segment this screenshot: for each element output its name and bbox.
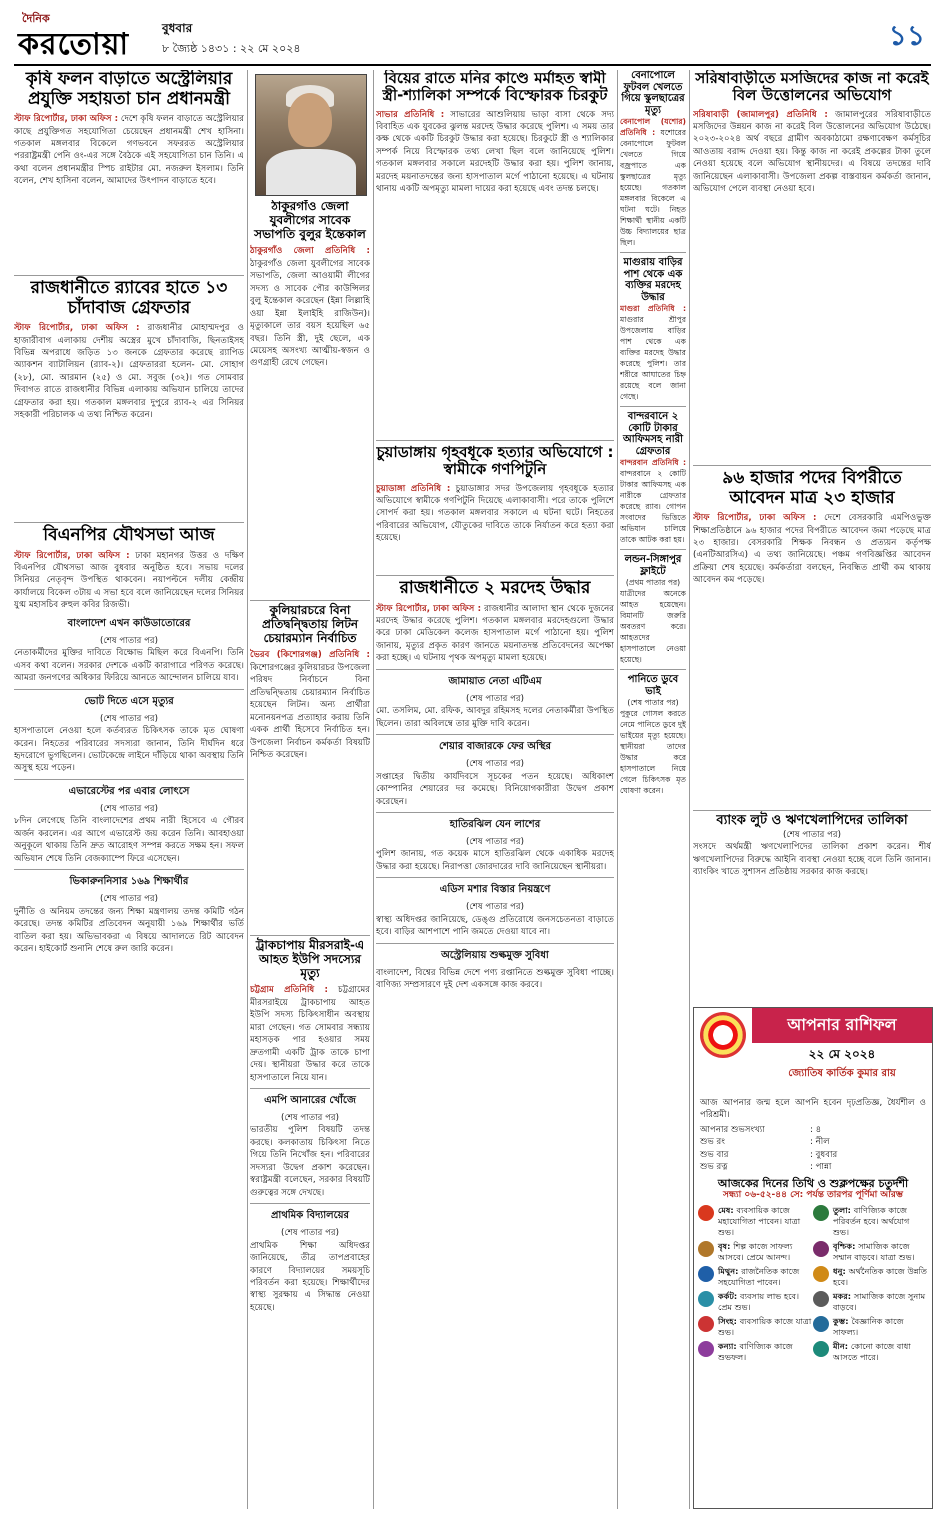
article-chuadanga[interactable] (376, 440, 614, 574)
lucky-row (700, 1124, 926, 1136)
issue-day: বুধবার (162, 21, 193, 35)
headline: পানিতে ডুবে ভাই (627, 674, 679, 697)
masthead (0, 0, 945, 62)
zodiac-sign-text: কন্যা: বাণিজ্যিক কাজে শুভফল। (718, 1341, 793, 1363)
headline: ট্রাকচাপায় মীরসরাই-এ আহত ইউপি সদস্যের মৃত্যু (255, 938, 365, 980)
zodiac-sign-item[interactable] (813, 1291, 928, 1313)
zodiac-sign-item[interactable] (813, 1266, 928, 1288)
zodiac-sign-icon (698, 1341, 714, 1357)
article-bnp-meeting[interactable] (14, 522, 244, 1501)
divider (376, 734, 614, 735)
zodiac-sign-name: তুলা: (833, 1204, 854, 1215)
divider (250, 1088, 370, 1089)
byline: ভৈরব (কিশোরগঞ্জ) প্রতিনিধি : (250, 650, 370, 661)
column-divider (617, 70, 618, 1509)
lucky-list (700, 1124, 926, 1174)
column-divider (247, 70, 248, 1509)
horoscope-intro: আজ আপনার জন্ম হলে আপনি হবেন দৃঢ়প্রতিজ্ঞ, ধৈর্যশীল ও পরিশ্রমী। (700, 1098, 926, 1121)
zodiac-sign-text: কর্কট: ব্যবসায় লাভ হবে। প্রেম শুভ। (718, 1291, 799, 1313)
headline: ৯৬ হাজার পদের বিপরীতে আবেদন মাত্র ২৩ হাজার (722, 468, 902, 508)
article-body (376, 603, 614, 665)
zodiac-sign-item[interactable] (698, 1241, 813, 1263)
divider (14, 779, 244, 780)
byline: স্টাফ রিপোর্টার, ঢাকা অফিস : (14, 550, 130, 561)
article-magura[interactable] (620, 257, 686, 402)
masthead-divider (14, 64, 931, 66)
headline: বিএনপির যৌথসভা আজ (43, 525, 215, 545)
zodiac-sign-list (694, 1205, 932, 1364)
horoscope-title: আপনার রাশিফল (752, 1008, 932, 1043)
divider (620, 669, 686, 670)
zodiac-sign-name: কন্যা: (718, 1341, 740, 1352)
zodiac-sign-item[interactable] (698, 1291, 813, 1313)
article-text: দেশে বেসরকারি এমপিওভুক্ত শিক্ষাপ্রতিষ্ঠানে ৯৬ হাজার পদের বিপরীতে আবেদন জমা পড়েছে মাত্র ২৩ হাজার। বেসরকারি শিক্ষক নিবন্ধন ও প্রত্যয়ন কর্তৃপক্ষ (এনটিআরসিএ) এ তথ্য জানিয়েছে। পঞ্চম গণবিজ্ঞপ্তির আবেদন প্রক্রিয়া শেষ হয়েছে। কর্মকর্তারা বলছেন, নিবন্ধিত প্রার্থী কম থাকায় আবেদন কম পড়েছে। (693, 513, 931, 586)
zodiac-sign-item[interactable] (698, 1316, 813, 1338)
photo-shirt (266, 149, 356, 195)
zodiac-row (698, 1291, 928, 1313)
article-text: ঢাকা মহানগর উত্তর ও দক্ষিণ বিএনপির যৌথসভা আজ বুধবার অনুষ্ঠিত হবে। সভায় দলের সিনিয়র নেতৃবৃন্দ উপস্থিত থাকবেন। নয়াপল্টনে দলীয় কেন্দ্রীয় কার্যালয়ে বিকেল ৩টায় এ সভা হবে বলে জানিয়েছেন দলের সিনিয়র যুগ্ম মহাসচিব রুহুল কবির রিজভী। (14, 550, 244, 611)
continuation-note: (শেষ পাতার পর) (99, 894, 159, 905)
lucky-row (700, 1161, 926, 1173)
headline: রাজধানীতে ২ মরদেহ উদ্ধার (399, 578, 591, 598)
issue-date: ৮ জ্যৈষ্ঠ ১৪৩১ : ২২ মে ২০২৪ (162, 42, 301, 55)
article-text: দেশে কৃষি ফলন বাড়াতে অস্ট্রেলিয়ার কাছে প্রযুক্তিগত সহযোগিতা চেয়েছেন প্রধানমন্ত্রী শেখ হাসিনা। গতকাল মঙ্গলবার বিকেলে গণভবনে সফররত অস্ট্রেলিয়ার পররাষ্ট্রমন্ত্রী পেনি ওং-এর সঙ্গে বৈঠকে এই সহযোগিতা চান তিনি। এ কথা বলেন প্রধানমন্ত্রীর স্পিচ রাইটার মো. নজরুল ইসলাম। তিনি বলেন, শেখ হাসিনা বলেন, আমাদের উৎপাদন বাড়াতে হবে। (14, 114, 244, 187)
divider (376, 812, 614, 813)
article-body (620, 303, 686, 402)
continuation-heading: এমপি আনারের খোঁজে (264, 1095, 356, 1107)
continuation-heading: এভারেস্টের পর এবার লোৎসে (68, 785, 190, 797)
headline: সরিষাবাড়ীতে মসজিদের কাজ না করেই বিল উত্তোলনের অভিযোগ (695, 70, 929, 105)
divider (250, 1203, 370, 1204)
logo-small-text: দৈনিক (22, 12, 50, 25)
zodiac-row (698, 1205, 928, 1238)
zodiac-sign-icon (813, 1291, 829, 1307)
continuation-note: (শেষ পাতার পর) (465, 902, 525, 913)
article-rab-arrest[interactable] (14, 275, 244, 519)
divider (620, 549, 686, 550)
headline: বিয়ের রাতে মনির কাণ্ডে মর্মাহত স্বামী স্ত্রী-শ্যালিকা সম্পর্কে বিস্ফোরক চিরকুট (382, 70, 608, 105)
zodiac-sign-name: মীন: (833, 1341, 851, 1352)
headline: রাজধানীতে র‍্যাবের হাতে ১৩ চাঁদাবাজ গ্রেফতার (30, 278, 228, 318)
column-divider (689, 70, 690, 1509)
continuation-text: বাংলাদেশ, বিশ্বের বিভিন্ন দেশে পণ্য রপ্তানিতে শুল্কমুক্ত সুবিধা পাচ্ছে। বাণিজ্য সম্প্রসারণে দুই দেশ একসঙ্গে কাজ করবে। (376, 967, 614, 991)
article-teacher-posts[interactable] (693, 465, 931, 809)
headline: চুয়াডাঙ্গায় গৃহবধূকে হত্যার অভিযোগে : স্বামীকে গণপিটুনি (376, 443, 614, 479)
zodiac-sign-icon (698, 1291, 714, 1307)
article-sarishabari[interactable] (693, 70, 931, 460)
byline: বেনাপোল (যশোর) প্রতিনিধি : (620, 117, 686, 137)
article-pm-agri-tech[interactable] (14, 70, 244, 270)
zodiac-sign-icon (813, 1241, 829, 1257)
byline: স্টাফ রিপোর্টার, ঢাকা অফিস : (693, 513, 817, 524)
horoscope-date: ২২ মে ২০২৪ (808, 1047, 876, 1061)
divider (620, 406, 686, 407)
zodiac-sign-icon (698, 1205, 714, 1221)
zodiac-sign-item[interactable] (813, 1241, 928, 1263)
headline: কুলিয়ারচরে বিনা প্রতিদ্বন্দ্বিতায় লিটন চেয়ারম্যান নির্বাচিত (261, 603, 359, 645)
continuation-note: (শেষ পাতার পর) (280, 1228, 340, 1239)
zodiac-sign-item[interactable] (698, 1341, 813, 1363)
zodiac-sign-name: কুম্ভ: (833, 1316, 852, 1327)
article-body (250, 649, 370, 761)
lucky-value: : ৪ (810, 1124, 822, 1135)
photo-face (288, 93, 332, 147)
article-text: চুয়াডাঙ্গার সদর উপজেলায় গৃহবধূকে হত্যার অভিযোগে স্বামীকে গণপিটুনি দিয়েছে এলাকাবাসী। পরে তাকে পুলিশে সোপর্দ করা হয়। গতকাল মঙ্গলবার সকালে এ ঘটনা ঘটে। নিহতের পরিবারের অভিযোগ, যৌতুকের দাবিতে তাকে নির্যাতন করে হত্যা করা হয়েছে। (376, 483, 614, 544)
continuation-text: নেতাকর্মীদের মুক্তির দাবিতে বিক্ষোভ মিছিল করে বিএনপি। তিনি এসব কথা বলেন। সরকার দেশকে একটি কারাগারে পরিণত করেছে। আমরা জনগণের অধিকার ফিরিয়ে আনতে আন্দোলন চালিয়ে যাব। (14, 648, 244, 684)
continuation-text: পুলিশ জানায়, গত কয়েক মাসে হাতিরঝিল থেকে একাধিক মরদেহ উদ্ধার করা হয়েছে। নিরাপত্তা জোরদারের দাবি জানিয়েছেন স্থানীয়রা। (376, 849, 614, 872)
zodiac-sign-name: বৃশ্চিক: (833, 1240, 859, 1251)
divider (376, 877, 614, 878)
zodiac-sign-name: সিংহ: (718, 1316, 740, 1327)
headline: কৃষি ফলন বাড়াতে অস্ট্রেলিয়ার প্রযুক্তি সহায়তা চান প্রধানমন্ত্রী (25, 70, 233, 109)
article-body (376, 483, 614, 545)
continuation-heading: ভোট দিতে এসে মৃত্যুর (84, 695, 174, 707)
continuation-text: প্রাথমিক শিক্ষা অধিদপ্তর জানিয়েছে, তীব্র তাপপ্রবাহের কারণে বিদ্যালয়ের সময়সূচি পরিবর্তন করা হয়েছে। শিক্ষার্থীদের স্বাস্থ্য সুরক্ষায় এ সিদ্ধান্ত নেওয়া হয়েছে। (250, 1240, 370, 1313)
continuation-note: (শেষ পাতার পর) (280, 1113, 340, 1124)
tithi-sub: সন্ধ্যা ০৬-৫২-৪৪ সে: পর্যন্ত তারপর পূর্ণিমা আরম্ভ (722, 1190, 903, 1201)
article-body (14, 322, 244, 422)
continuation-heading: শেয়ার বাজারকে ফের অস্থির (438, 741, 552, 753)
article-body (693, 109, 931, 196)
lucky-row (700, 1136, 926, 1148)
article-text: বান্দরবানে ২ কোটি টাকার আফিমসহ এক নারীকে গ্রেফতার করেছে র‍্যাব। গোপন সংবাদের ভিত্তিতে অভিযান চালিয়ে তাকে আটক করা হয়। (620, 469, 686, 544)
lucky-key: আপনার শুভসংখ্যা (700, 1124, 765, 1135)
continuation-heading: জামায়াত নেতা এটিএম (448, 675, 542, 687)
divider (14, 689, 244, 690)
zodiac-row (698, 1316, 928, 1338)
byline: সরিষাবাড়ী (জামালপুর) প্রতিনিধি : (693, 109, 828, 120)
continuation-text: হাসপাতালে নেওয়া হলে কর্তব্যরত চিকিৎসক তাকে মৃত ঘোষণা করেন। নিহতের পরিবারের সদস্যরা জানান, তিনি দীর্ঘদিন ধরে হৃদরোগে ভুগছিলেন। ভোটকেন্দ্রে লাইনে দাঁড়িয়ে থাকা অবস্থায় তিনি অসুস্থ হয়ে পড়েন। (14, 726, 244, 774)
byline: মাগুরা প্রতিনিধি : (620, 304, 686, 313)
zodiac-row (698, 1266, 928, 1288)
byline: স্টাফ রিপোর্টার, ঢাকা অফিস : (14, 323, 140, 334)
article-bank-defaulters[interactable] (693, 810, 931, 1004)
lucky-key: শুভ বার (700, 1149, 729, 1160)
article-text: সাভারের আশুলিয়ায় ভাড়া বাসা থেকে সদ্য বিবাহিত এক যুবকের ঝুলন্ত মরদেহ উদ্ধার করেছে পুলিশ। এ সময় তার কক্ষ থেকে একটি চিরকুট উদ্ধার করা হয়েছে। চিরকুটে স্ত্রী ও শ্যালিকার সম্পর্ক নিয়ে বিস্ফোরক তথ্য লেখা ছিল বলে জানিয়েছে পুলিশ। গতকাল মঙ্গলবার সকালে মরদেহটি উদ্ধার করা হয়। পুলিশ জানায়, মরদেহ ময়নাতদন্তের জন্য হাসপাতাল মর্গে পাঠানো হয়েছে। এ ঘটনায় থানায় একটি অপমৃত্যু মামলা দায়ের করা হয়েছে এবং তদন্ত চলছে। (376, 109, 614, 195)
byline: সাভার প্রতিনিধি : (376, 109, 445, 120)
zodiac-wheel-icon (700, 1012, 746, 1058)
divider (14, 869, 244, 870)
article-text: যাত্রীদের অনেকে আহত হয়েছেন। বিমানটি জরুরি অবতরণ করে। আহতদের হাসপাতালে নেওয়া হয়েছে। (620, 589, 686, 664)
continuation-heading: ভিকারুননিসার ১৬৯ শিক্ষার্থীর (69, 876, 189, 888)
zodiac-sign-icon (698, 1266, 714, 1282)
lucky-key: শুভ রত্ন (700, 1162, 728, 1173)
zodiac-sign-text: সিংহ: ব্যবসায়িক কাজে যাত্রা শুভ। (718, 1316, 812, 1338)
continuation-note: (শেষ পাতার পর) (465, 759, 525, 770)
zodiac-row (698, 1241, 928, 1263)
horoscope-astrologer: জ্যোতিষ কার্তিক কুমার রায় (788, 1068, 896, 1079)
article-london-flight[interactable] (620, 554, 686, 665)
article-text: পুকুরে গোসল করতে নেমে পানিতে ডুবে দুই ভাইয়ের মৃত্যু হয়েছে। স্থানীয়রা তাদের উদ্ধার করে হাসপাতালে নিয়ে গেলে চিকিৎসক মৃত ঘোষণা করেন। (620, 709, 686, 795)
continuation-text: মো. তসলিম, মো. রফিক, আবদুর রহিমসহ দলের নেতাকর্মীরা উপস্থিত ছিলেন। তারা অবিলম্বে তার মুক্তি দাবি করেন। (376, 706, 614, 729)
article-text: চট্টগ্রামের মীরসরাইয়ে ট্রাকচাপায় আহত ইউপি সদস্য চিকিৎসাধীন অবস্থায় মারা গেছেন। গত সোমবার সন্ধ্যায় মহাসড়ক পার হওয়ার সময় দ্রুতগামী একটি ট্রাক তাকে চাপা দেয়। স্থানীয়রা উদ্ধার করে তাকে হাসপাতালে নিয়ে যান। (250, 985, 370, 1083)
zodiac-sign-text: বৃশ্চিক: সামাজিক কাজে সম্মান বাড়বে। যাত্রা শুভ। (833, 1240, 915, 1262)
zodiac-sign-text: ধনু: অর্থনৈতিক কাজে উন্নতি হবে। (833, 1266, 928, 1288)
continuation-note: (শেষ পাতার পর) (627, 698, 679, 707)
lucky-row (700, 1149, 926, 1161)
article-benapole[interactable] (620, 70, 686, 248)
lucky-value: : পান্না (810, 1162, 832, 1173)
headline: বেনাপোলে ফুটবল খেলতে গিয়ে স্কুলছাত্রের মৃত্যু (621, 70, 685, 116)
article-text: ঠাকুরগাঁও জেলা যুবলীগের সাবেক সভাপতি, জেলা আওয়ামী লীগের সদস্য ও সাবেক পৌর কাউন্সিলর বুলু ইন্তেকাল করেছেন (ইন্না লিল্লাহি ওয়া ইন্না ইলাইহি রাজিউন)। মৃত্যুকালে তার বয়স হয়েছিল ৬৫ বছর। তিনি স্ত্রী, দুই ছেলে, এক মেয়েসহ অসংখ্য আত্মীয়-স্বজন ও গুণগ্রাহী রেখে গেছেন। (250, 258, 370, 369)
column-four (620, 70, 686, 1497)
divider (376, 943, 614, 944)
lucky-value: : বুধবার (810, 1149, 838, 1160)
tithi-heading: আজকের দিনের তিথি ও শুক্লপক্ষের চতুর্দশী (717, 1176, 909, 1190)
article-mirsharai[interactable] (250, 935, 370, 1501)
zodiac-sign-item[interactable] (813, 1316, 928, 1338)
article-obituary[interactable] (250, 200, 370, 600)
article-drowning[interactable] (620, 674, 686, 796)
zodiac-sign-text: বৃষ: শিল্প কাজে সাফল্য আসবে। প্রেমে আনন্দ। (718, 1240, 793, 1262)
horoscope-box (693, 1007, 933, 1509)
zodiac-sign-name: মিথুন: (718, 1266, 742, 1277)
article-text: মাগুরার শ্রীপুর উপজেলায় বাড়ির পাশ থেকে এক ব্যক্তির মরদেহ উদ্ধার করেছে পুলিশ। তার শরীরে আঘাতের চিহ্ন রয়েছে বলে জানা গেছে। (620, 315, 686, 401)
zodiac-sign-text: কুম্ভ: বৈজ্ঞানিক কাজে সাফল্য। (833, 1316, 904, 1338)
article-body (14, 113, 244, 188)
article-body (14, 550, 244, 612)
continuation-note: (শেষ পাতার পর) (99, 635, 159, 646)
zodiac-sign-text: মকর: সামাজিক কাজে সুনাম বাড়বে। (833, 1291, 926, 1313)
byline: বান্দরবান প্রতিনিধি : (620, 458, 686, 467)
continuation-note: (শেষ পাতার পর) (465, 836, 525, 847)
zodiac-sign-icon (698, 1316, 714, 1332)
article-text: রাজধানীর মোহাম্মদপুর ও হাজারীবাগ এলাকায় দেশীয় অস্ত্রের মুখে চাঁদাবাজি, ছিনতাইসহ বিভিন্ন অপরাধে জড়িত ১৩ জনকে গ্রেফতার করেছে র‍্যাপিড অ্যাকশন ব্যাটালিয়ন (র‍্যাব-২)। গ্রেফতাররা হলেন- মো. সোহাগ (২৮), মো. আরমান (২৫) ও মো. সবুজ (৩২)। গত সোমবার দিবাগত রাতে রাজধানীর বিভিন্ন এলাকায় অভিযান চালিয়ে তাদের গ্রেফতার করা হয়। গতকাল মঙ্গলবার দুপুরে র‍্যাব-২ এর সিনিয়র সহকারী পরিচালক এ তথ্য নিশ্চিত করেন। (14, 323, 244, 421)
article-bandarban[interactable] (620, 411, 686, 545)
continuation-text: দুর্নীতি ও অনিয়ম তদন্তের জন্য শিক্ষা মন্ত্রণালয় তদন্ত কমিটি গঠন করেছে। তদন্ত কমিটির প্রতিবেদন অনুযায়ী ১৬৯ শিক্ষার্থীর ভর্তি বাতিল করা হয়। অভিভাবকরা এ বিষয়ে আদালতে রিট আবেদন করেন। হাইকোর্ট শুনানি শেষে রুল জারি করেন। (14, 906, 244, 954)
headline: ঠাকুরগাঁও জেলা যুবলীগের সাবেক সভাপতি বুলুর ইন্তেকাল (254, 200, 366, 241)
continuation-heading: প্রাথমিক বিদ্যালয়ের (270, 1210, 350, 1222)
obituary-photo (255, 74, 367, 196)
continuation-heading: অস্ট্রেলিয়ায় শুল্কমুক্ত সুবিধা (441, 949, 549, 961)
headline: ব্যাংক লুট ও ঋণখেলাপিদের তালিকা (716, 813, 908, 828)
zodiac-sign-item[interactable] (698, 1205, 813, 1238)
article-dhaka-bodies[interactable] (376, 575, 614, 1501)
byline: স্টাফ রিপোর্টার, ঢাকা অফিস : (14, 114, 119, 125)
lucky-value: : নীল (810, 1137, 830, 1148)
divider (376, 669, 614, 670)
byline: স্টাফ রিপোর্টার, ঢাকা অফিস : (376, 603, 482, 614)
zodiac-sign-text: তুলা: বাণিজ্যিক কাজে পরিবর্তন হবে। অর্থযোগ শুভ। (833, 1204, 910, 1237)
continuation-note: (প্রথম পাতার পর) (625, 578, 681, 587)
zodiac-sign-name: ধনু: (833, 1266, 849, 1277)
continuation-note: (শেষ পাতার পর) (465, 693, 525, 704)
byline: ঠাকুরগাঁও জেলা প্রতিনিধি : (250, 246, 370, 257)
continuation-note: (শেষ পাতার পর) (99, 803, 159, 814)
article-body (376, 109, 614, 196)
continuation-text: সপ্তাহের দ্বিতীয় কার্যদিবসে সূচকের পতন হয়েছে। অধিকাংশ কোম্পানির শেয়ারের দর কমেছে। বিনিয়োগকারীরা উদ্বেগ প্রকাশ করেছেন। (376, 771, 614, 807)
article-body (250, 984, 370, 1084)
zodiac-sign-text: মেষ: ব্যবসায়িক কাজে মহাযোগিতা পাবেন। যাত্রা শুভ। (718, 1204, 801, 1237)
article-text: কিশোরগঞ্জের কুলিয়ারচর উপজেলা পরিষদ নির্বাচনে বিনা প্রতিদ্বন্দ্বিতায় চেয়ারম্যান নির্বাচিত হয়েছেন লিটন। অন্য প্রার্থীরা মনোনয়নপত্র প্রত্যাহার করায় তিনি একক প্রার্থী হিসেবে নির্বাচিত হন। উপজেলা নির্বাচন কর্মকর্তা বিষয়টি নিশ্চিত করেছেন। (250, 662, 370, 761)
zodiac-sign-icon (813, 1341, 829, 1357)
zodiac-sign-icon (698, 1241, 714, 1257)
zodiac-sign-name: কর্কট: (718, 1291, 741, 1302)
zodiac-sign-item[interactable] (813, 1205, 928, 1238)
article-body (620, 116, 686, 248)
zodiac-sign-icon (813, 1205, 829, 1221)
article-text: যশোরের বেনাপোলে ফুটবল খেলতে গিয়ে বজ্রপাতে এক স্কুলছাত্রের মৃত্যু হয়েছে। গতকাল মঙ্গলবার বিকেলে এ ঘটনা ঘটে। নিহত শিক্ষার্থী স্থানীয় একটি উচ্চ বিদ্যালয়ের ছাত্র ছিল। (620, 128, 686, 247)
article-body (693, 512, 931, 587)
article-body (620, 457, 686, 545)
continuation-text: ভারতীয় পুলিশ বিষয়টি তদন্ত করছে। কলকাতায় চিকিৎসা নিতে গিয়ে তিনি নিখোঁজ হন। পরিবারের সদস্যরা উদ্বেগ প্রকাশ করেছেন। স্বরাষ্ট্রমন্ত্রী বলেছেন, সরকার বিষয়টি গুরুত্বের সঙ্গে দেখছে। (250, 1125, 370, 1198)
byline: চুয়াডাঙ্গা প্রতিনিধি : (376, 483, 451, 494)
zodiac-sign-item[interactable] (698, 1266, 813, 1288)
page-number: ১১ (888, 19, 925, 52)
continuation-text: স্বাস্থ্য অধিদপ্তর জানিয়েছে, ডেঙ্গু প্রতিরোধে জনসচেতনতা বাড়াতে হবে। বাড়ির আশপাশে পানি জমতে দেওয়া যাবে না। (376, 914, 614, 938)
headline: লন্ডন-সিঙ্গাপুর ফ্লাইটে (624, 554, 682, 577)
divider (620, 252, 686, 253)
headline: মাগুরায় বাড়ির পাশ থেকে এক ব্যক্তির মরদেহ উদ্ধার (623, 257, 683, 303)
article-text: রাজধানীর আলাদা স্থান থেকে দুজনের মরদেহ উদ্ধার করেছে পুলিশ। গতকাল মঙ্গলবার মরদেহগুলো উদ্ধার করে ঢাকা মেডিকেল কলেজ হাসপাতাল মর্গে পাঠানো হয়। পুলিশ জানায়, মৃত্যুর প্রকৃত কারণ জানতে ময়নাতদন্ত প্রতিবেদনের অপেক্ষা করা হচ্ছে। এ ঘটনায় পৃথক অপমৃত্যু মামলা হয়েছে। (376, 603, 614, 664)
headline: বান্দরবানে ২ কোটি টাকার আফিমসহ নারী গ্রেফতার (623, 411, 683, 457)
continuation-heading: বাংলাদেশ এখন কাউডাতোরের (67, 617, 191, 629)
zodiac-sign-name: মকর: (833, 1291, 854, 1302)
zodiac-row (698, 1341, 928, 1363)
zodiac-sign-icon (813, 1266, 829, 1282)
newspaper-logo[interactable]: করতোয়া (18, 27, 130, 62)
zodiac-sign-item[interactable] (813, 1341, 928, 1363)
article-wedding-night[interactable] (376, 70, 614, 435)
continuation-note: (শেষ পাতার পর) (782, 829, 842, 840)
continuation-heading: এডিস মশার বিস্তার নিয়ন্ত্রণে (439, 884, 551, 896)
zodiac-sign-name: বৃষ: (718, 1240, 734, 1251)
byline: চট্টগ্রাম প্রতিনিধি : (250, 985, 328, 996)
zodiac-sign-text: মিথুন: রাজনৈতিক কাজে সহযোগিতা পাবেন। (718, 1266, 800, 1288)
article-text: সংসদে অর্থমন্ত্রী ঋণখেলাপিদের তালিকা প্রকাশ করেন। শীর্ষ ঋণখেলাপিদের বিরুদ্ধে আইনি ব্যবস্থা নেওয়া হচ্ছে বলে তিনি জানান। ব্যাংকিং খাতে সুশাসন প্রতিষ্ঠায় সরকার কাজ করছে। (693, 842, 931, 878)
zodiac-sign-icon (813, 1316, 829, 1332)
lucky-key: শুভ রং (700, 1137, 725, 1148)
continuation-heading: হাতিরঝিল যেন লাশের (449, 818, 541, 830)
column-divider (373, 70, 374, 1509)
continuation-text: ৮দিন লেগেছে তিনি বাংলাদেশের প্রথম নারী হিসেবে এ গৌরব অর্জন করলেন। এর আগে এভারেস্ট জয় করেন তিনি। আবহাওয়া অনুকূলে থাকায় তিনি দ্রুত আরোহণ সম্পন্ন করতে সক্ষম হন। সফল অভিযান শেষে তিনি বেজক্যাম্পে ফিরে এসেছেন। (14, 816, 244, 864)
zodiac-sign-text: মীন: কোনো কাজে বাধা আসতে পারে। (833, 1341, 911, 1363)
article-kuliarchar[interactable] (250, 600, 370, 934)
article-body (250, 245, 370, 370)
continuation-note: (শেষ পাতার পর) (99, 713, 159, 724)
zodiac-sign-name: মেষ: (718, 1204, 737, 1215)
article-text: জামালপুরের সরিষাবাড়ীতে মসজিদের উন্নয়ন কাজ না করেই বিল উত্তোলনের অভিযোগ উঠেছে। ২০২৩-২০২৪ অর্থ বছরে গ্রামীণ অবকাঠামো রক্ষণাবেক্ষণ কর্মসূচির আওতায় বরাদ্দ দেওয়া হয়। কিন্তু কাজ না করেই প্রকল্পের টাকা তুলে নেওয়া হয়েছে বলে অভিযোগ স্থানীয়দের। এ বিষয়ে তদন্তের দাবি জানিয়েছেন এলাকাবাসী। উপজেলা প্রকল্প বাস্তবায়ন কর্মকর্তা জানান, অভিযোগ পেলে ব্যবস্থা নেওয়া হবে। (693, 109, 931, 195)
